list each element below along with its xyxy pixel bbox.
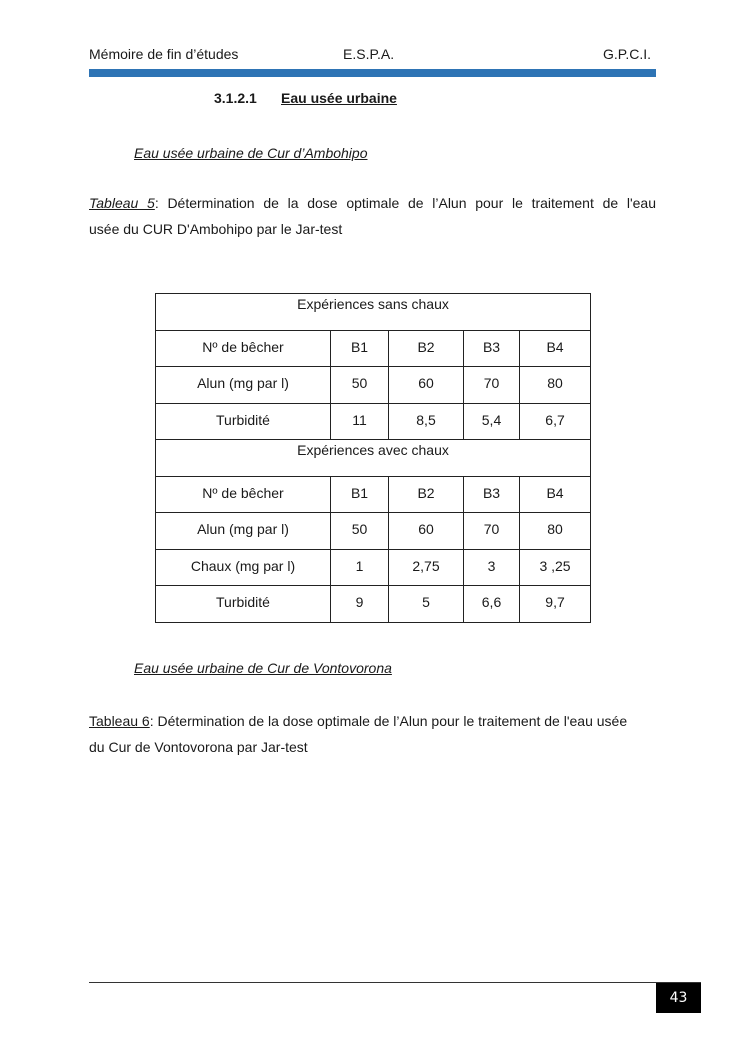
table-cell: B3 bbox=[464, 330, 520, 367]
table-cell: 9,7 bbox=[520, 586, 591, 623]
row-label: Alun (mg par l) bbox=[156, 367, 331, 404]
caption-5-line2: usée du CUR D'Ambohipo par le Jar-test bbox=[89, 221, 343, 237]
table-row bbox=[156, 476, 591, 513]
table-cell: 3 bbox=[464, 549, 520, 586]
table-cell: B3 bbox=[464, 476, 520, 513]
header-right: G.P.C.I. bbox=[603, 46, 651, 62]
table-cell: 80 bbox=[520, 367, 591, 404]
caption-tableau-5 bbox=[89, 190, 656, 242]
table-cell: B2 bbox=[389, 476, 464, 513]
caption-6-line1: : Détermination de la dose optimale de l’Alun pour le traitement de l'eau usée bbox=[149, 713, 628, 729]
table-cell: B1 bbox=[331, 476, 389, 513]
jar-test-table bbox=[155, 293, 591, 623]
header-rule bbox=[89, 69, 656, 77]
table-cell: 9 bbox=[331, 586, 389, 623]
group-sans-chaux-title: Expériences sans chaux bbox=[156, 294, 591, 331]
header-left: Mémoire de fin d’études bbox=[89, 46, 239, 62]
page-number: 43 bbox=[656, 983, 701, 1013]
table-cell: 5 bbox=[389, 586, 464, 623]
table-cell: 70 bbox=[464, 513, 520, 550]
table-cell: 60 bbox=[389, 367, 464, 404]
row-label: Chaux (mg par l) bbox=[156, 549, 331, 586]
section-number: 3.1.2.1 bbox=[214, 90, 257, 106]
table-cell: B4 bbox=[520, 330, 591, 367]
row-label: Alun (mg par l) bbox=[156, 513, 331, 550]
table-cell: 5,4 bbox=[464, 403, 520, 440]
table-row bbox=[156, 513, 591, 550]
subsection-vontovorona: Eau usée urbaine de Cur de Vontovorona bbox=[134, 660, 392, 676]
table-cell: B1 bbox=[331, 330, 389, 367]
caption-6-label: Tableau 6 bbox=[89, 713, 150, 729]
group-avec-chaux-title-row bbox=[156, 440, 591, 477]
row-label: Nº de bêcher bbox=[156, 476, 331, 513]
group-avec-chaux-title: Expériences avec chaux bbox=[156, 440, 591, 477]
header-center: E.S.P.A. bbox=[343, 46, 395, 62]
table-row bbox=[156, 549, 591, 586]
caption-5-label: Tableau 5 bbox=[89, 195, 155, 211]
table-cell: 11 bbox=[331, 403, 389, 440]
table-cell: 6,6 bbox=[464, 586, 520, 623]
table-cell: 2,75 bbox=[389, 549, 464, 586]
caption-tableau-6 bbox=[89, 708, 656, 760]
table-cell: 3 ,25 bbox=[520, 549, 591, 586]
caption-5-line1: : Détermination de la dose optimale de l’Alun pour le traitement de l'eau bbox=[154, 195, 657, 211]
subsection-ambohipo: Eau usée urbaine de Cur d’Ambohipo bbox=[134, 145, 368, 161]
section-title: Eau usée urbaine bbox=[281, 90, 397, 106]
footer-rule bbox=[89, 982, 701, 983]
table-cell: 8,5 bbox=[389, 403, 464, 440]
table-cell: 60 bbox=[389, 513, 464, 550]
table-cell: 6,7 bbox=[520, 403, 591, 440]
table-cell: 80 bbox=[520, 513, 591, 550]
table-cell: 50 bbox=[331, 367, 389, 404]
table-cell: 1 bbox=[331, 549, 389, 586]
table-row bbox=[156, 330, 591, 367]
row-label: Turbidité bbox=[156, 586, 331, 623]
table-cell: B4 bbox=[520, 476, 591, 513]
table-cell: 50 bbox=[331, 513, 389, 550]
table-cell: B2 bbox=[389, 330, 464, 367]
table-row bbox=[156, 367, 591, 404]
group-sans-chaux-title-row bbox=[156, 294, 591, 331]
caption-6-line2: du Cur de Vontovorona par Jar-test bbox=[89, 739, 308, 755]
row-label: Turbidité bbox=[156, 403, 331, 440]
table-cell: 70 bbox=[464, 367, 520, 404]
row-label: Nº de bêcher bbox=[156, 330, 331, 367]
table-row bbox=[156, 403, 591, 440]
table-row bbox=[156, 586, 591, 623]
